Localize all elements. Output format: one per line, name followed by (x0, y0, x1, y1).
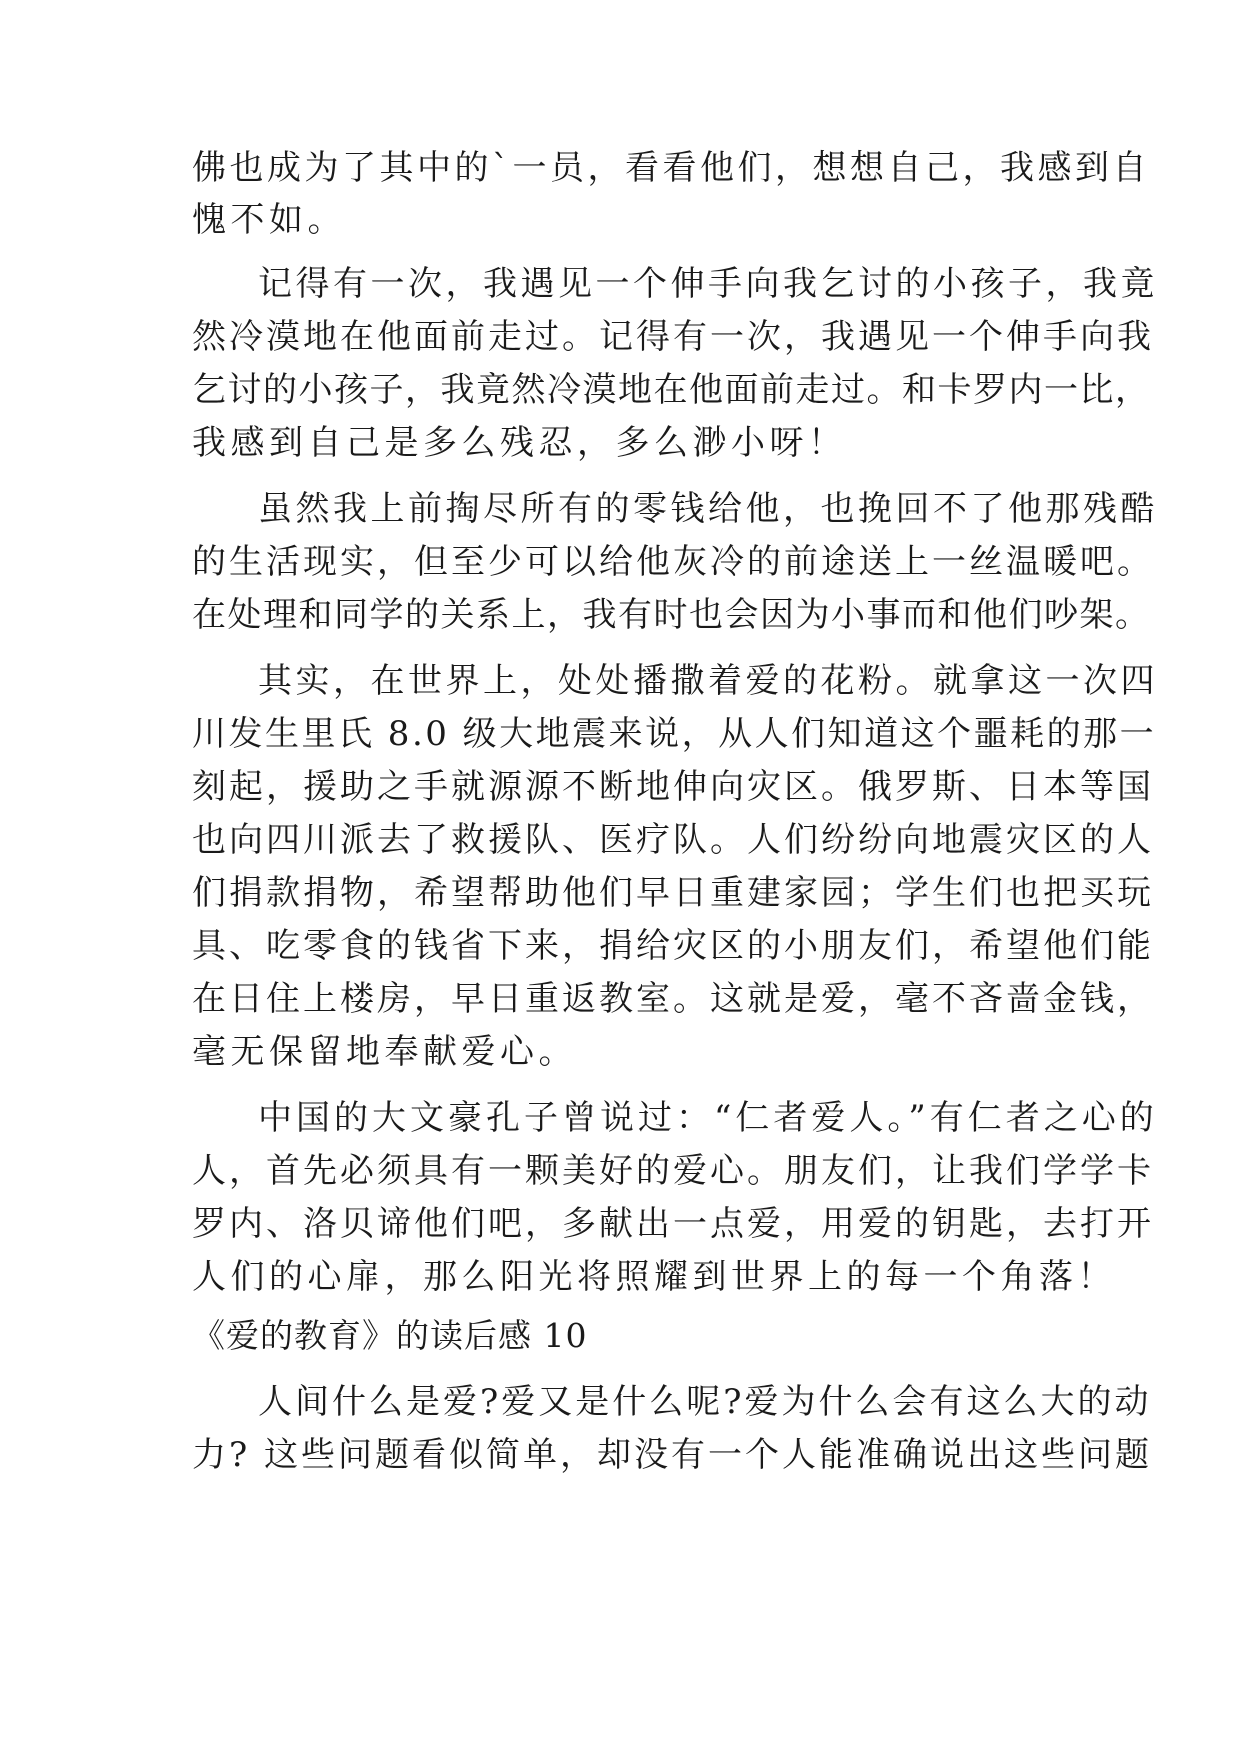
paragraph-first-line: 其实，在世界上，处处播撒着爱的花粉。就拿这一次四 (258, 661, 1158, 701)
text-line: 人们的心扉，那么阳光将照耀到世界上的每一个角落！ (192, 1257, 1116, 1297)
text-line: 刻起，援助之手就源源不断地伸向灾区。俄罗斯、日本等国 (192, 767, 1154, 807)
text-line: 毫无保留地奉献爱心。 (192, 1032, 577, 1072)
text-line: 在日住上楼房，早日重返教室。这就是爱，毫不吝啬金钱， (192, 979, 1154, 1019)
text-line: 们捐款捐物，希望帮助他们早日重建家园；学生们也把买玩 (192, 873, 1154, 913)
text-line: 川发生里氏 8.0 级大地震来说，从人们知道这个噩耗的那一 (192, 714, 1157, 754)
text-line: 也向四川派去了救援队、医疗队。人们纷纷向地震灾区的人 (192, 820, 1154, 860)
text-line: 佛也成为了其中的`一员，看看他们，想想自己，我感到自 (192, 148, 1150, 188)
text-line: 的生活现实，但至少可以给他灰冷的前途送上一丝温暖吧。 (192, 542, 1154, 582)
text-line: 罗内、洛贝谛他们吧，多献出一点爱，用爱的钥匙，去打开 (192, 1204, 1154, 1244)
text-line: 力? 这些问题看似简单，却没有一个人能准确说出这些问题 (192, 1435, 1153, 1475)
text-line: 人，首先必须具有一颗美好的爱心。朋友们，让我们学学卡 (192, 1151, 1154, 1191)
text-line: 在处理和同学的关系上，我有时也会因为小事而和他们吵架。 (192, 595, 1151, 635)
paragraph-first-line: 记得有一次，我遇见一个伸手向我乞讨的小孩子，我竟 (258, 264, 1158, 304)
section-heading: 《爱的教育》的读后感 10 (192, 1316, 588, 1355)
text-line: 我感到自己是多么残忍，多么渺小呀！ (192, 423, 847, 463)
text-line: 乞讨的小孩子，我竟然冷漠地在他面前走过。和卡罗内一比， (192, 370, 1151, 410)
text-line: 愧不如。 (192, 200, 346, 240)
paragraph-first-line: 中国的大文豪孔子曾说过：“仁者爱人。”有仁者之心的 (258, 1098, 1158, 1138)
paragraph-first-line: 虽然我上前掏尽所有的零钱给他，也挽回不了他那残酷 (258, 489, 1158, 529)
text-line: 具、吃零食的钱省下来，捐给灾区的小朋友们，希望他们能 (192, 926, 1154, 966)
text-line: 然冷漠地在他面前走过。记得有一次，我遇见一个伸手向我 (192, 317, 1154, 357)
paragraph-first-line: 人间什么是爱?爱又是什么呢?爱为什么会有这么大的动 (258, 1382, 1152, 1422)
